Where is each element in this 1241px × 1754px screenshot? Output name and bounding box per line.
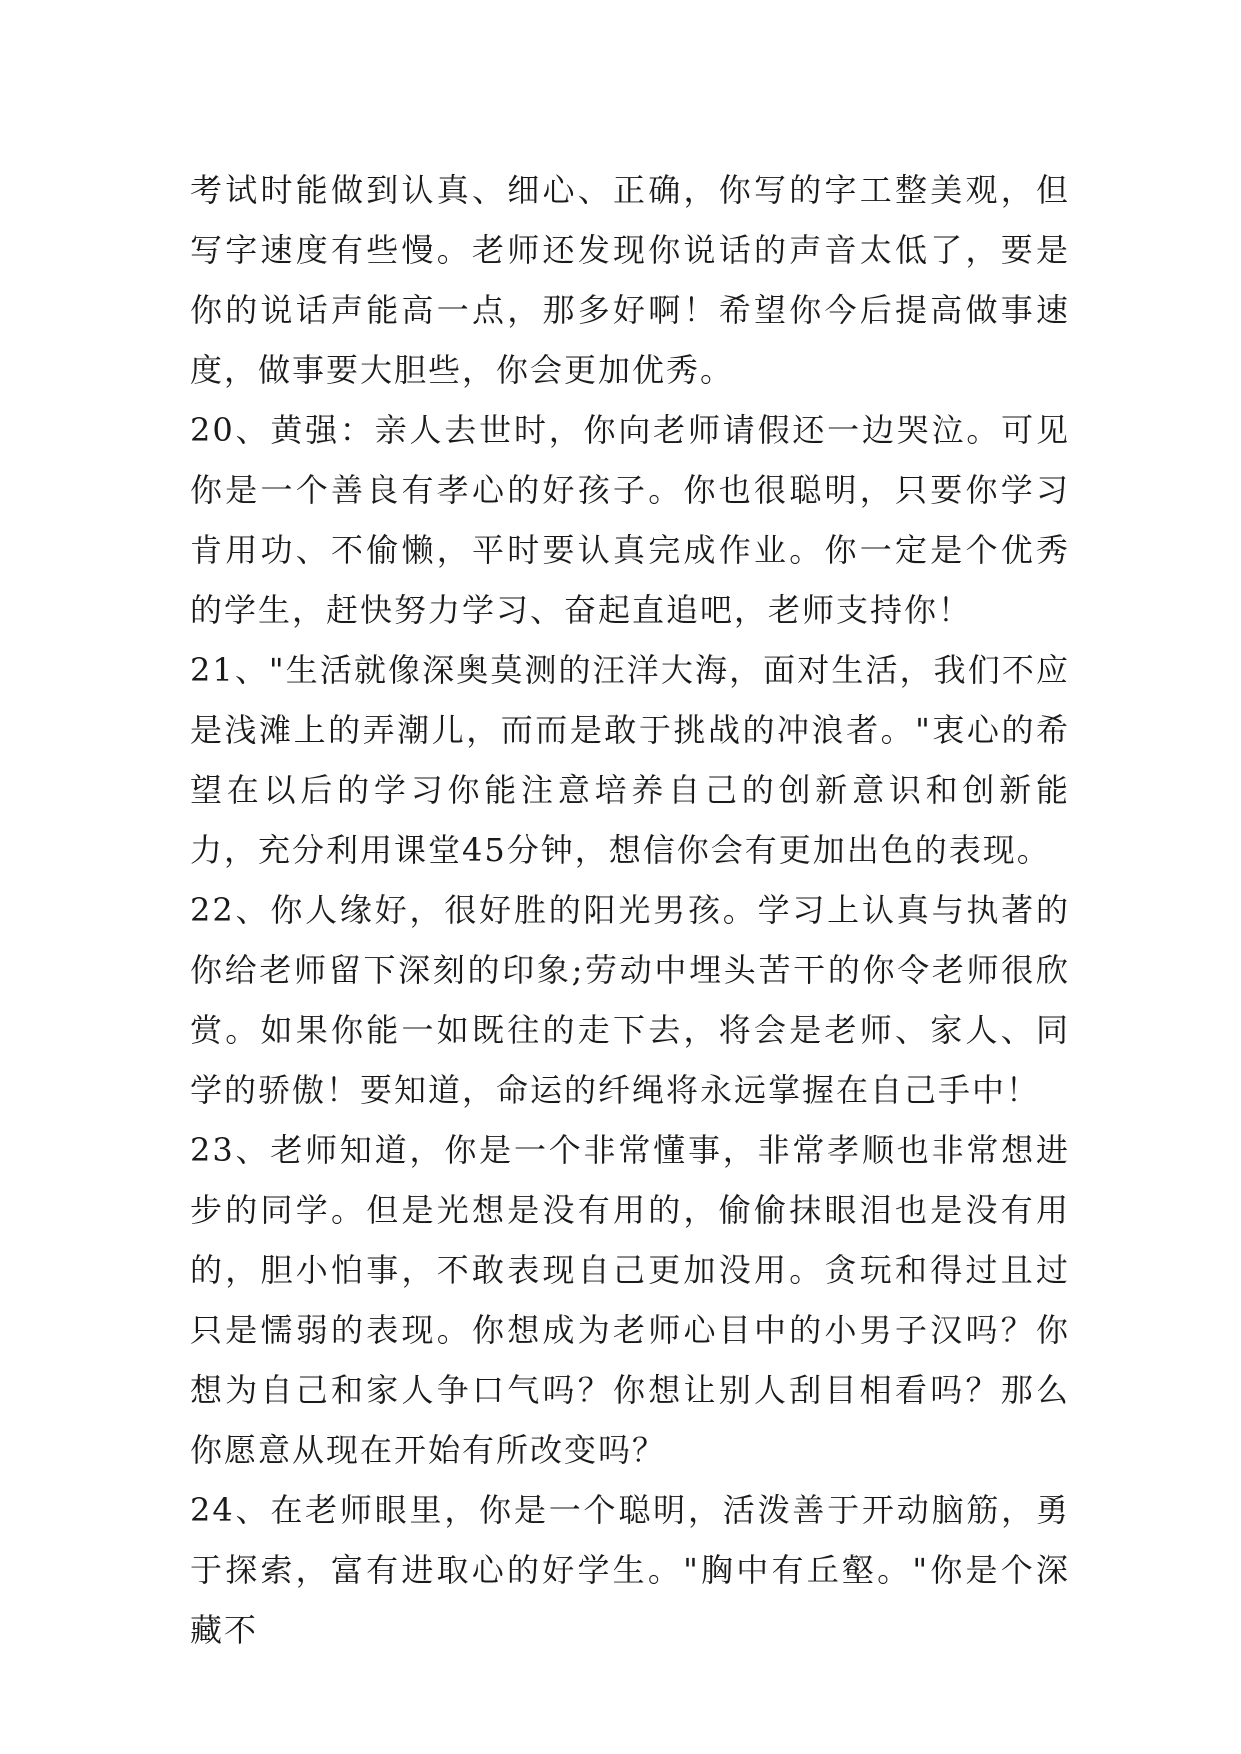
paragraph-4: 22、你人缘好，很好胜的阳光男孩。学习上认真与执著的你给老师留下深刻的印象;劳动中埋头苦干的你令老师很欣赏。如果你能一如既往的走下去，将会是老师、家人、同学的骄傲！要知道，命运的纤绳将永远掌握在自己手中！ xyxy=(190,891,1070,1109)
paragraph-3: 21、"生活就像深奥莫测的汪洋大海，面对生活，我们不应是浅滩上的弄潮儿，而而是敢于挑战的冲浪者。"衷心的希望在以后的学习你能注意培养自己的创新意识和创新能力，充分利用课堂45分钟，想信你会有更加出色的表现。 xyxy=(190,651,1070,869)
paragraph-1: 考试时能做到认真、细心、正确，你写的字工整美观，但写字速度有些慢。老师还发现你说话的声音太低了，要是你的说话声能高一点，那多好啊！希望你今后提高做事速度，做事要大胆些，你会更加优秀。 xyxy=(190,171,1070,389)
paragraph-5: 23、老师知道，你是一个非常懂事，非常孝顺也非常想进步的同学。但是光想是没有用的，偷偷抹眼泪也是没有用的，胆小怕事，不敢表现自己更加没用。贪玩和得过且过只是懦弱的表现。你想成为老师心目中的小男子汉吗？你想为自己和家人争口气吗？你想让别人刮目相看吗？那么你愿意从现在开始有所改变吗？ xyxy=(190,1131,1070,1469)
paragraph-2: 20、黄强：亲人去世时，你向老师请假还一边哭泣。可见你是一个善良有孝心的好孩子。你也很聪明，只要你学习肯用功、不偷懒，平时要认真完成作业。你一定是个优秀的学生，赶快努力学习、奋起直追吧，老师支持你！ xyxy=(190,411,1070,629)
paragraph-6: 24、在老师眼里，你是一个聪明，活泼善于开动脑筋，勇于探索，富有进取心的好学生。"胸中有丘壑。"你是个深藏不 xyxy=(190,1491,1070,1649)
document-body xyxy=(190,160,1070,1660)
